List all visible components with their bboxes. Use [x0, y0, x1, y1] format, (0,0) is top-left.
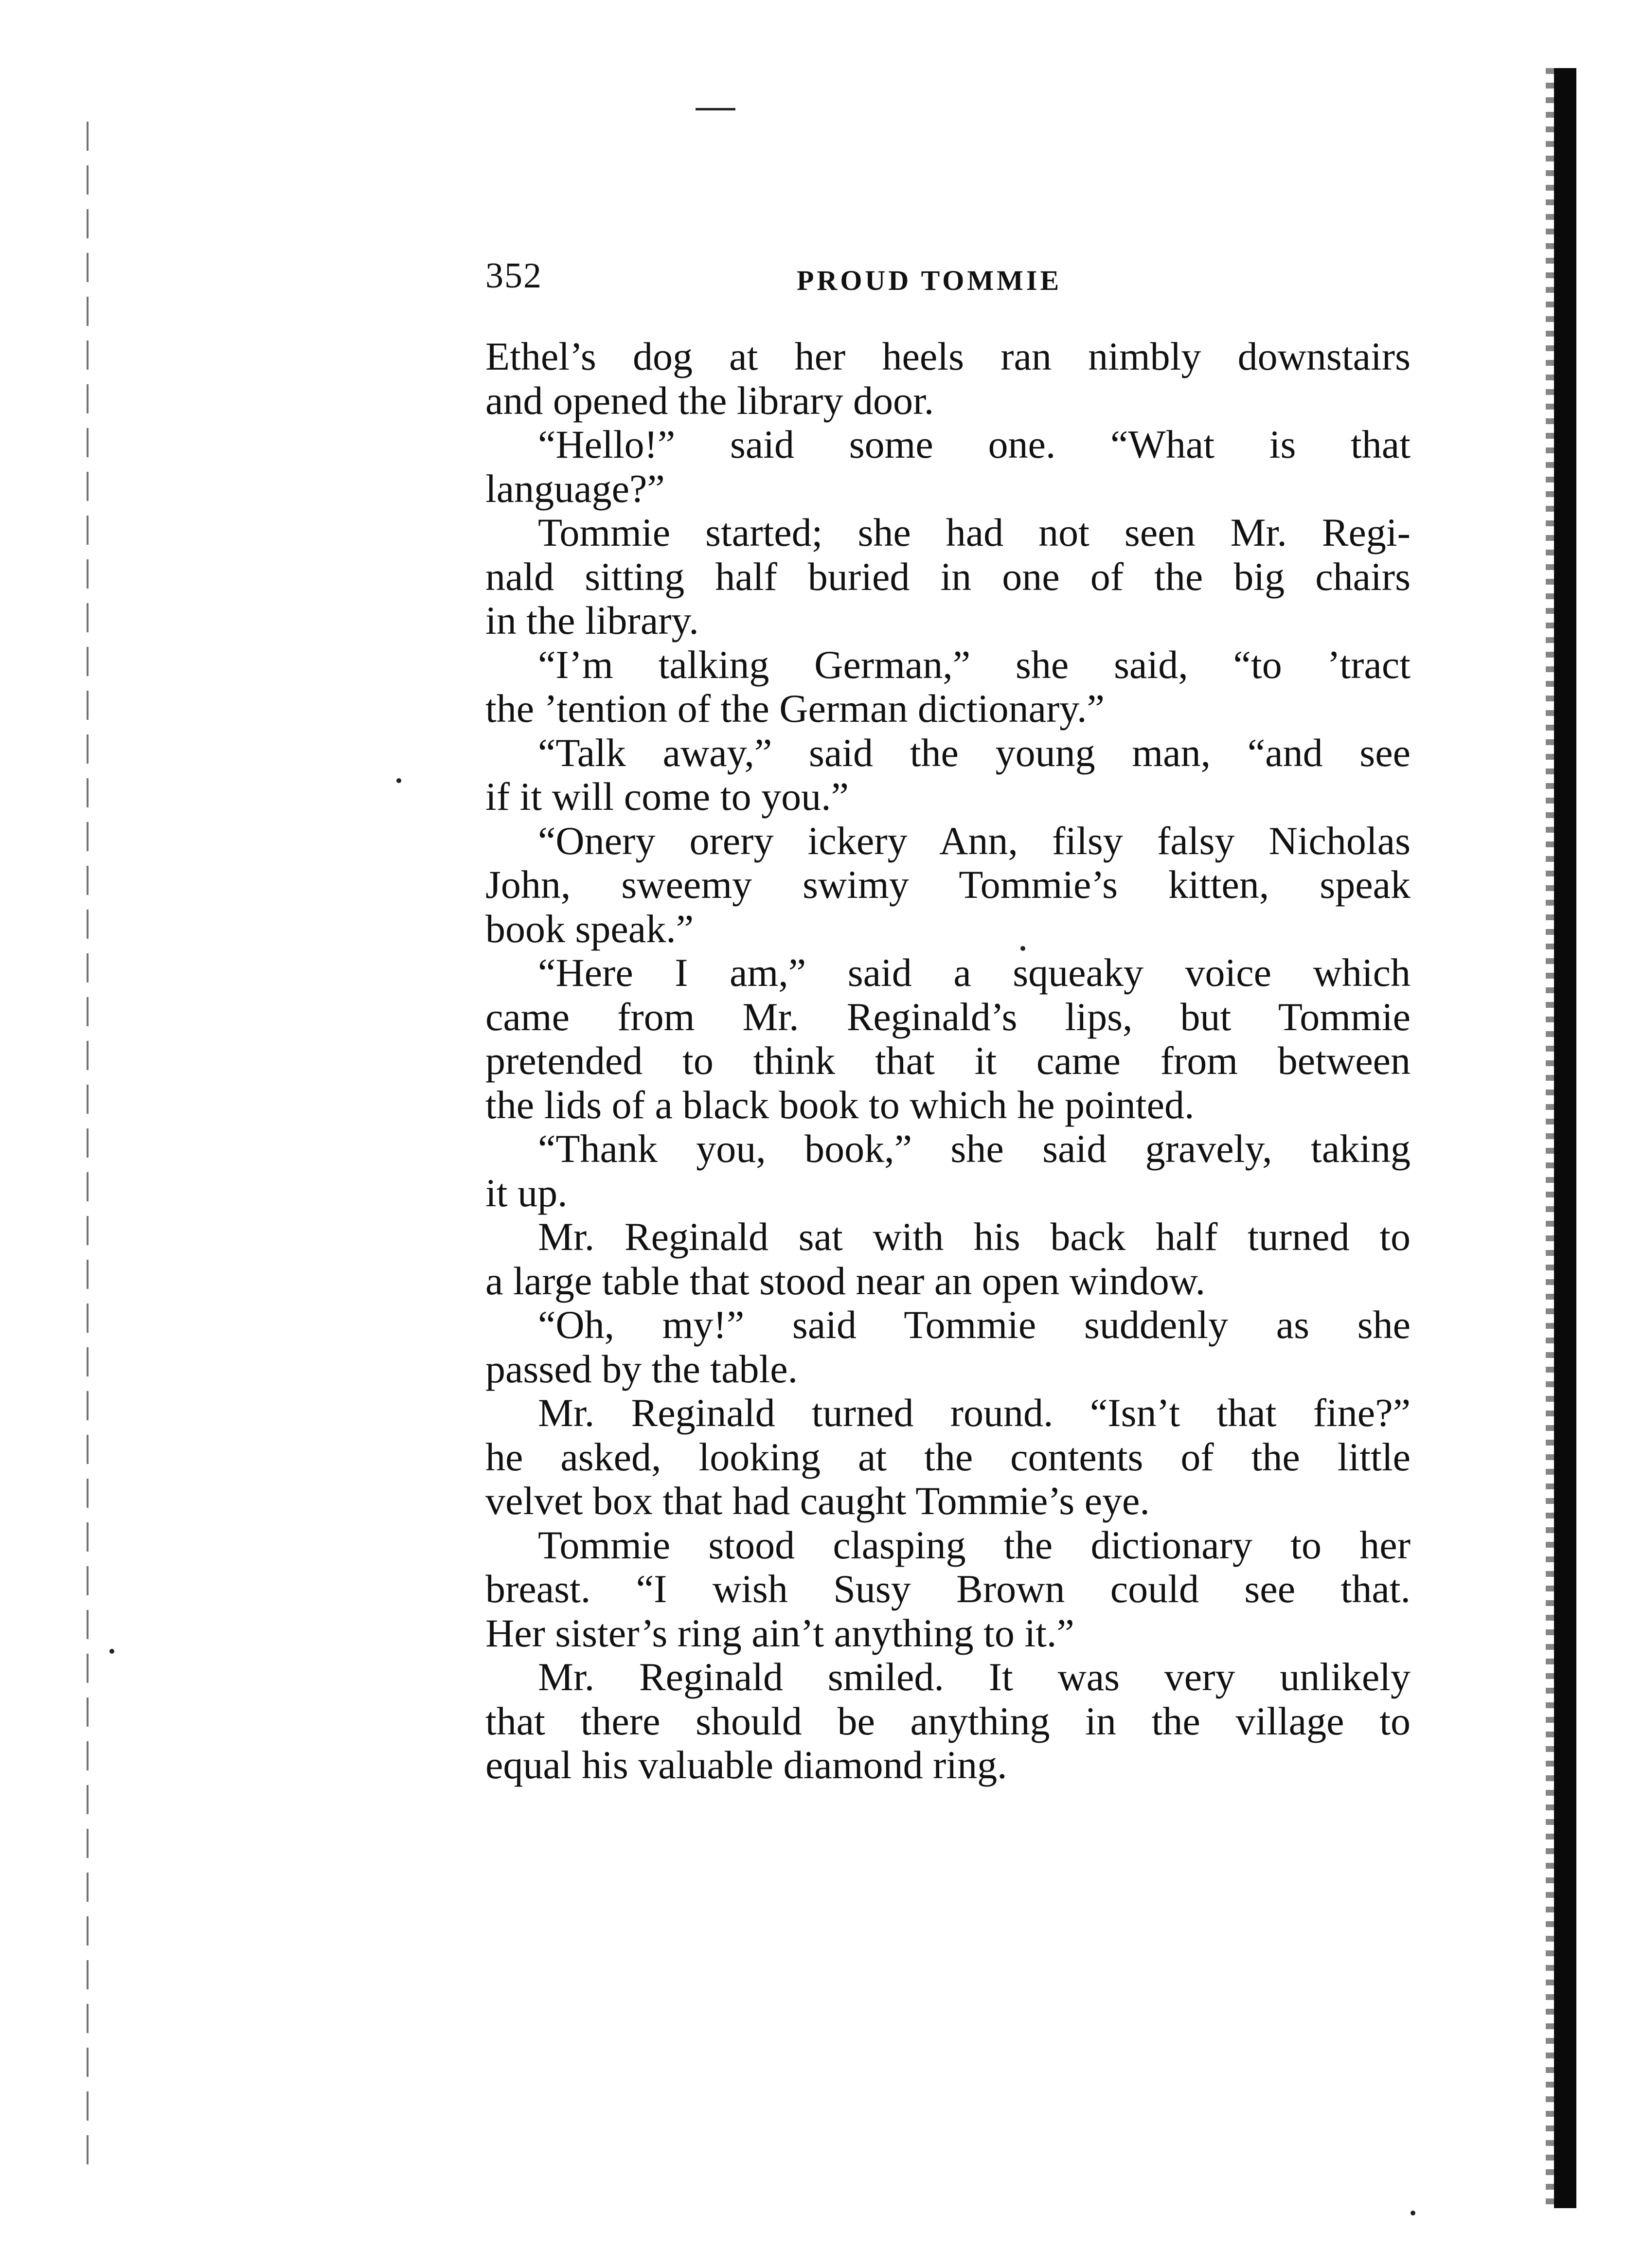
scan-edge-left: [87, 122, 89, 2164]
text-line: velvet box that had caught Tommie’s eye.: [485, 1479, 1150, 1523]
text-line: Tommie stood clasping the dictionary to her: [538, 1522, 1411, 1567]
text-line: he asked, looking at the contents of the little: [485, 1434, 1411, 1479]
text-line: pretended to think that it came from between: [485, 1038, 1411, 1083]
page-header: [485, 255, 1410, 309]
text-line: equal his valuable diamond ring.: [485, 1743, 1007, 1787]
scan-speck: [109, 1649, 114, 1654]
text-line: it up.: [485, 1170, 568, 1215]
text-line: breast. “I wish Susy Brown could see that.: [485, 1567, 1411, 1611]
text-line: and opened the library door.: [485, 378, 934, 423]
text-line: “Oh, my!” said Tommie suddenly as she: [538, 1303, 1411, 1347]
text-line: came from Mr. Reginald’s lips, but Tommie: [485, 994, 1411, 1039]
text-line: Her sister’s ring ain’t anything to it.”: [485, 1610, 1074, 1655]
text-line: a large table that stood near an open window.: [485, 1258, 1206, 1303]
running-head: PROUD TOMMIE: [797, 265, 1062, 296]
text-line: if it will come to you.”: [485, 774, 849, 819]
text-line: passed by the table.: [485, 1346, 798, 1391]
text-line: language?”: [485, 466, 665, 511]
text-line: the ’tention of the German dictionary.”: [485, 686, 1105, 731]
text-line: John, sweemy swimy Tommie’s kitten, speak: [485, 862, 1411, 907]
text-line: “Talk away,” said the young man, “and see: [538, 730, 1411, 775]
text-line: the lids of a black book to which he pointed.: [485, 1082, 1195, 1127]
scan-mark-dash: [696, 108, 735, 110]
text-line: Ethel’s dog at her heels ran nimbly downstairs: [485, 334, 1411, 378]
text-line: “Onery orery ickery Ann, filsy falsy Nicholas: [538, 818, 1411, 863]
text-line: book speak.”: [485, 906, 694, 951]
text-line: Tommie started; she had not seen Mr. Regi-: [538, 510, 1411, 554]
text-line: Mr. Reginald turned round. “Isn’t that fine?”: [538, 1391, 1411, 1435]
scan-edge-right: [1554, 68, 1576, 2208]
text-line: Mr. Reginald smiled. It was very unlikely: [538, 1655, 1411, 1699]
body-text: [485, 335, 1411, 1787]
text-line: “Hello!” said some one. “What is that: [538, 422, 1411, 466]
text-line: “I’m talking German,” she said, “to ’tract: [538, 642, 1411, 687]
text-line: “Thank you, book,” she said gravely, taking: [538, 1126, 1411, 1171]
text-line: Mr. Reginald sat with his back half turned to: [538, 1214, 1411, 1259]
text-line: nald sitting half buried in one of the big chairs: [485, 554, 1411, 599]
text-line: in the library.: [485, 598, 699, 643]
text-line: that there should be anything in the village to: [485, 1698, 1411, 1743]
page-number: 352: [485, 256, 542, 296]
text-line: “Here I am,” said a squeaky voice which: [538, 950, 1411, 995]
scan-speck: [1411, 2211, 1415, 2215]
scan-speck: [396, 778, 401, 783]
